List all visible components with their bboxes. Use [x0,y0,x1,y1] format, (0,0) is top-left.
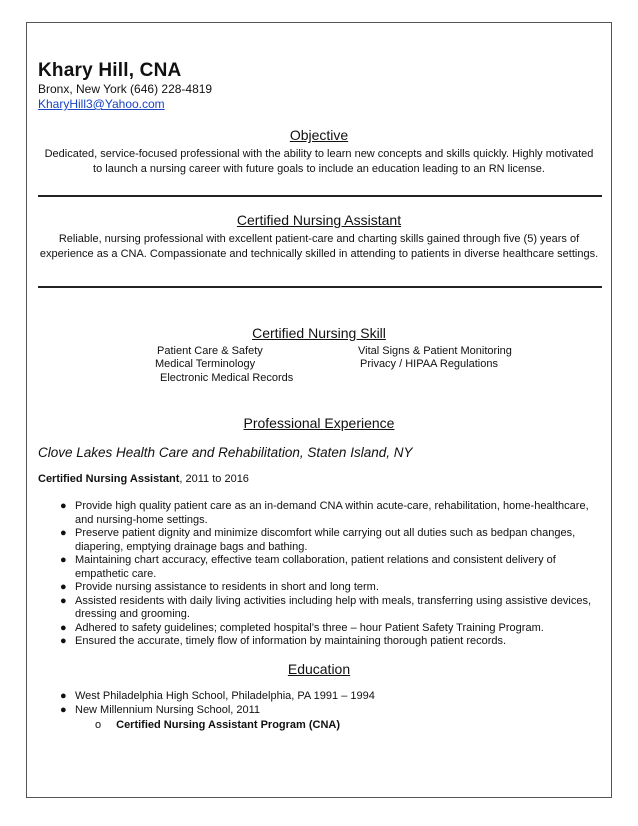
contact-address-phone: Bronx, New York (646) 228-4819 [38,82,213,96]
bullet-icon: ● [60,527,67,539]
bullet-icon: ● [60,554,67,566]
bullet-icon: ● [60,635,67,647]
job-title: Certified Nursing Assistant [38,473,180,485]
cna-line-2: experience as a CNA. Compassionate and technically skilled in attending to patients in diverse healthcare settings. [39,248,599,260]
job-title-line [38,473,249,485]
skill-item: Medical Terminology [155,358,256,370]
list-item: ● Adhered to safety guidelines; completed hospital’s three – hour Patient Safety Training Program. [60,621,544,634]
objective-line-1: Dedicated, service-focused professional with the ability to learn new concepts and skills quickly. Highly motivated [44,148,594,160]
skills-heading: Certified Nursing Skill [252,325,386,341]
skill-item: Electronic Medical Records [160,372,294,384]
candidate-name: Khary Hill, CNA [38,60,182,81]
employer-name: Clove Lakes Health Care and Rehabilitation, Staten Island, NY [38,445,413,460]
list-item: ● New Millennium Nursing School, 2011 [60,703,261,716]
education-sub-item [95,719,340,731]
list-item: ● Preserve patient dignity and minimize discomfort while carrying out all duties such as bedpan changes, diapering, emptying drainage bags and bathing. [60,527,576,553]
list-item: ● Maintaining chart accuracy, effective team collaboration, patient relations and consistent delivery of empathetic care. [60,554,556,580]
program-name: Certified Nursing Assistant Program (CNA) [116,719,341,731]
experience-heading: Professional Experience [243,415,395,431]
objective-line-2: to launch a nursing career with future goals to include an education leading to an RN license. [93,163,545,175]
list-item: ● West Philadelphia High School, Philadelphia, PA 1991 – 1994 [60,690,375,702]
skill-item: Vital Signs & Patient Monitoring [358,345,512,357]
cna-line-1: Reliable, nursing professional with excellent patient-care and charting skills gained through five (5) years of [58,233,580,245]
bullet-icon: ● [60,621,67,634]
experience-bullet-list [38,500,604,649]
section-divider [38,286,602,288]
education-heading: Education [287,661,351,677]
list-item: ● Provide nursing assistance to residents in short and long term. [60,581,379,593]
section-divider [38,195,602,197]
objective-heading: Objective [289,127,349,143]
bullet-icon: ● [60,500,67,512]
job-dates: , 2011 to 2016 [179,473,249,485]
list-item: ● Assisted residents with daily living activities including help with meals, transferring using assistive devices, dressing and grooming. [60,594,592,620]
bullet-icon: ● [60,703,67,716]
circle-bullet-icon: o [95,719,102,731]
bullet-icon: ● [60,581,67,593]
email-link[interactable]: KharyHill3@Yahoo.com [38,97,165,111]
skill-item: Patient Care & Safety [157,345,263,357]
bullet-icon: ● [60,690,67,702]
education-list [38,690,604,717]
cna-heading: Certified Nursing Assistant [236,212,402,228]
skill-item: Privacy / HIPAA Regulations [360,358,498,370]
bullet-icon: ● [60,594,67,607]
list-item: ● Ensured the accurate, timely flow of information by maintaining thorough patient records. [60,635,507,647]
list-item: ● Provide high quality patient care as an in-demand CNA within acute-care, rehabilitation, home-healthcare, and nursing-home settings. [60,500,589,526]
